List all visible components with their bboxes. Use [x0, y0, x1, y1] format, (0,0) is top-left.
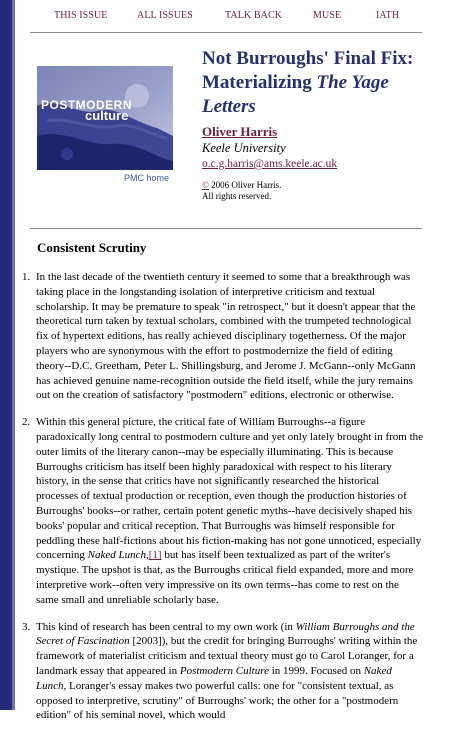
paragraph-text: , Loranger's essay makes two powerful calls: one for "consistent textual, as opposed to interpretive, scrutiny" of Burroughs' work; the other for a "postmodern edition" of his seminal novel, which would [36, 679, 399, 722]
paragraph-number: 1. [22, 271, 31, 283]
header-divider [30, 228, 422, 229]
book-title: Naked Lunch [87, 549, 146, 562]
pmc-home-link[interactable]: PMC home [124, 173, 170, 183]
nav-talk-back[interactable]: TALK BACK [225, 10, 283, 21]
paragraph-text: , [145, 549, 149, 562]
paragraph-number: 2. [22, 416, 31, 429]
section-heading: Consistent Scrutiny [37, 240, 147, 255]
paragraph-3 [14, 620, 424, 724]
paragraph-text: [2003]), but the credit for bringing Burroughs' writing within the framework of materialist criticism and textual theory must go to Carol Loranger, for a landmark essay that appeared in [36, 635, 418, 677]
paragraph-text: In the last decade of the twentieth century it seemed to some that a breakthrough was taking place in the longstanding isolation of interpretive criticism and textual scholarship. It may be premature to speak "in retrospect," but it doesn't appear that the theoretical turn taken by textual scholars, combined with the trumpeted technological fix of hypertext editions, has really achieved disciplinary togetherness. Of the major players who are synonymous with the effort to postmodernize the field of editing theory--D.C. Greetham, Peter L. Shillingsburg, and Jerome J. McGann--only McGann has achieved genuine name-recognition outside the field itself, while the jury remains out on the creation of satisfactory "postmodern" editions, electronic or otherwise. [36, 271, 416, 402]
logo-subtitle: culture [85, 108, 129, 123]
paragraph-number: 3. [22, 620, 31, 633]
nav-all-issues[interactable]: ALL ISSUES [137, 10, 193, 21]
book-title: William Burroughs and the Secret of Fascination [36, 620, 415, 648]
article-title-main: Not Burroughs' Final Fix: Materializing [202, 48, 414, 93]
paragraph-text: but has itself been textualized as part of the writer's mystique. The upshot is that, as the Burroughs critical field expanded, more and more interpretive work--often very impressive on its own terms--has come to rest on the same small and unreliable scholarly base. [36, 549, 414, 606]
article-title-italic: The Yage Letters [202, 72, 389, 117]
copyright-text: 2006 Oliver Harris. [208, 180, 282, 190]
article-title [202, 47, 432, 119]
rights-text: All rights reserved. [202, 191, 272, 201]
author-email-link[interactable]: o.c.g.harris@ams.keele.ac.uk [202, 158, 338, 170]
copyright-notice [202, 180, 281, 202]
paragraph-2 [14, 415, 424, 607]
copyright-link[interactable]: © [202, 180, 209, 190]
journal-title: Postmodern Culture [179, 664, 269, 677]
nav-divider [30, 32, 422, 33]
nav-muse[interactable]: MUSE [313, 10, 342, 21]
top-nav [30, 10, 430, 24]
pmc-logo[interactable] [37, 66, 173, 170]
author-name-link[interactable]: Oliver Harris [202, 124, 278, 139]
paragraph-1 [14, 270, 424, 403]
paragraph-text: Within this general picture, the critical fate of William Burroughs--a figure paradoxically long central to postmodern culture and yet only lately brought in from the outer limits of the literary canon--may be especially illuminating. This is because Burroughs criticism has itself been highly paradoxical with respect to his literary history, in the sense that critics have not significantly researched the historical processes of textual production or reception, even though the production histories of Burroughs' books--or rather, certain potent genetic myths--have decisively shaped his books' popular and critical reception. That Burroughs was himself responsible for peddling these half-fictions about his fiction-making has not gone unnoticed, especially concerning [36, 416, 424, 562]
footnote-link-1[interactable]: [1] [148, 549, 162, 562]
author-affiliation: Keele University [202, 140, 286, 155]
paragraph-text: in 1999. Focused on [268, 664, 364, 677]
nav-this-issue[interactable]: THIS ISSUE [54, 10, 108, 21]
book-title: Naked Lunch [36, 664, 392, 692]
logo-title: POSTMODERN [41, 98, 133, 112]
paragraph-text: This kind of research has been central to my own work (in [36, 620, 296, 633]
author-block [202, 124, 432, 173]
left-sidebar-bar [0, 0, 12, 710]
nav-iath[interactable]: IATH [376, 10, 400, 21]
paragraph-list [14, 270, 424, 735]
